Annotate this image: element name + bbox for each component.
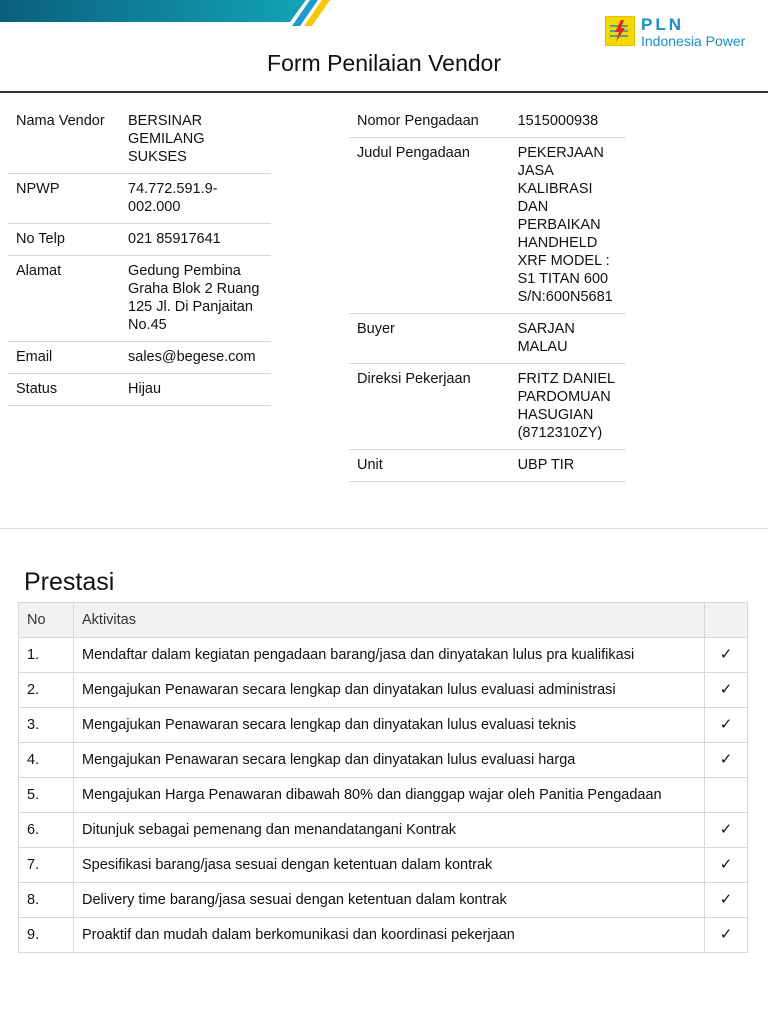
prestasi-table: [18, 602, 748, 953]
row-activity: Mengajukan Harga Penawaran dibawah 80% dan dianggap wajar oleh Panitia Pengadaan: [74, 778, 705, 813]
table-row: [19, 918, 748, 953]
row-check-cell: [705, 813, 748, 848]
info-value: sales@begese.com: [120, 342, 271, 374]
info-row: [349, 364, 626, 450]
table-row: [19, 778, 748, 813]
table-row: [19, 813, 748, 848]
header-banner: [0, 0, 340, 26]
table-row: [19, 708, 748, 743]
info-label: Buyer: [349, 314, 510, 364]
info-label: Nama Vendor: [8, 106, 120, 174]
checkmark-icon: ✓: [719, 891, 733, 908]
info-label: Direksi Pekerjaan: [349, 364, 510, 450]
info-value: Gedung Pembina Graha Blok 2 Ruang 125 Jl. Di Panjaitan No.45: [120, 256, 271, 342]
info-value: SARJAN MALAU: [510, 314, 626, 364]
checkmark-icon: ✓: [719, 926, 733, 943]
column-header-check: [705, 603, 748, 638]
row-check-cell: [705, 743, 748, 778]
row-activity: Mengajukan Penawaran secara lengkap dan dinyatakan lulus evaluasi teknis: [74, 708, 705, 743]
checkmark-icon: ✓: [719, 716, 733, 733]
row-activity: Mendaftar dalam kegiatan pengadaan barang/jasa dan dinyatakan lulus pra kualifikasi: [74, 638, 705, 673]
table-row: [19, 883, 748, 918]
checkmark-icon: ✓: [719, 751, 733, 768]
checkmark-icon: ✓: [719, 646, 733, 663]
table-row: [19, 638, 748, 673]
info-row: [8, 224, 271, 256]
row-activity: Proaktif dan mudah dalam berkomunikasi dan koordinasi pekerjaan: [74, 918, 705, 953]
checkmark-icon: ✓: [719, 856, 733, 873]
column-header-activity: Aktivitas: [74, 603, 705, 638]
info-row: [8, 342, 271, 374]
row-check-cell: [705, 883, 748, 918]
info-value: UBP TIR: [510, 450, 626, 482]
row-activity: Delivery time barang/jasa sesuai dengan ketentuan dalam kontrak: [74, 883, 705, 918]
info-row: [349, 106, 626, 138]
info-row: [8, 106, 271, 174]
info-row: [8, 256, 271, 342]
info-label: Email: [8, 342, 120, 374]
info-label: Status: [8, 374, 120, 406]
row-number: 2.: [19, 673, 74, 708]
row-check-cell: [705, 673, 748, 708]
info-value: 74.772.591.9-002.000: [120, 174, 271, 224]
vendor-info-table: [8, 106, 271, 406]
info-value: 021 85917641: [120, 224, 271, 256]
checkmark-icon: ✓: [719, 821, 733, 838]
row-check-cell: [705, 708, 748, 743]
row-number: 5.: [19, 778, 74, 813]
row-number: 3.: [19, 708, 74, 743]
logo-brand: PLN: [641, 15, 684, 34]
row-check-cell: [705, 638, 748, 673]
info-row: [8, 374, 271, 406]
row-activity: Ditunjuk sebagai pemenang dan menandatangani Kontrak: [74, 813, 705, 848]
row-number: 4.: [19, 743, 74, 778]
row-check-cell: [705, 918, 748, 953]
row-activity: Mengajukan Penawaran secara lengkap dan dinyatakan lulus evaluasi harga: [74, 743, 705, 778]
row-number: 9.: [19, 918, 74, 953]
pln-logo: [605, 16, 745, 48]
table-row: [19, 743, 748, 778]
prestasi-heading: Prestasi: [24, 568, 115, 596]
info-label: NPWP: [8, 174, 120, 224]
info-label: Unit: [349, 450, 510, 482]
row-check-cell: [705, 848, 748, 883]
info-label: No Telp: [8, 224, 120, 256]
logo-subtitle: Indonesia Power: [641, 33, 746, 49]
info-label: Judul Pengadaan: [349, 138, 510, 314]
info-value: FRITZ DANIEL PARDOMUAN HASUGIAN (8712310ZY): [510, 364, 626, 450]
row-number: 8.: [19, 883, 74, 918]
info-value: 1515000938: [510, 106, 626, 138]
row-number: 6.: [19, 813, 74, 848]
info-value: BERSINAR GEMILANG SUKSES: [120, 106, 271, 174]
lightning-bolt-icon: [605, 16, 635, 46]
row-number: 1.: [19, 638, 74, 673]
info-row: [349, 314, 626, 364]
row-activity: Spesifikasi barang/jasa sesuai dengan ketentuan dalam kontrak: [74, 848, 705, 883]
info-value: Hijau: [120, 374, 271, 406]
page-title: Form Penilaian Vendor: [267, 50, 501, 76]
row-check-cell: [705, 778, 748, 813]
title-divider: [0, 91, 768, 93]
info-row: [349, 450, 626, 482]
table-row: [19, 848, 748, 883]
info-row: [349, 138, 626, 314]
procurement-info-table: [349, 106, 626, 482]
row-number: 7.: [19, 848, 74, 883]
checkmark-icon: ✓: [719, 681, 733, 698]
table-row: [19, 673, 748, 708]
info-label: Nomor Pengadaan: [349, 106, 510, 138]
column-header-no: No: [19, 603, 74, 638]
info-label: Alamat: [8, 256, 120, 342]
row-activity: Mengajukan Penawaran secara lengkap dan dinyatakan lulus evaluasi administrasi: [74, 673, 705, 708]
table-header-row: [19, 603, 748, 638]
section-divider: [0, 528, 768, 529]
info-value: PEKERJAAN JASA KALIBRASI DAN PERBAIKAN HANDHELD XRF MODEL : S1 TITAN 600 S/N:600N5681: [510, 138, 626, 314]
info-row: [8, 174, 271, 224]
